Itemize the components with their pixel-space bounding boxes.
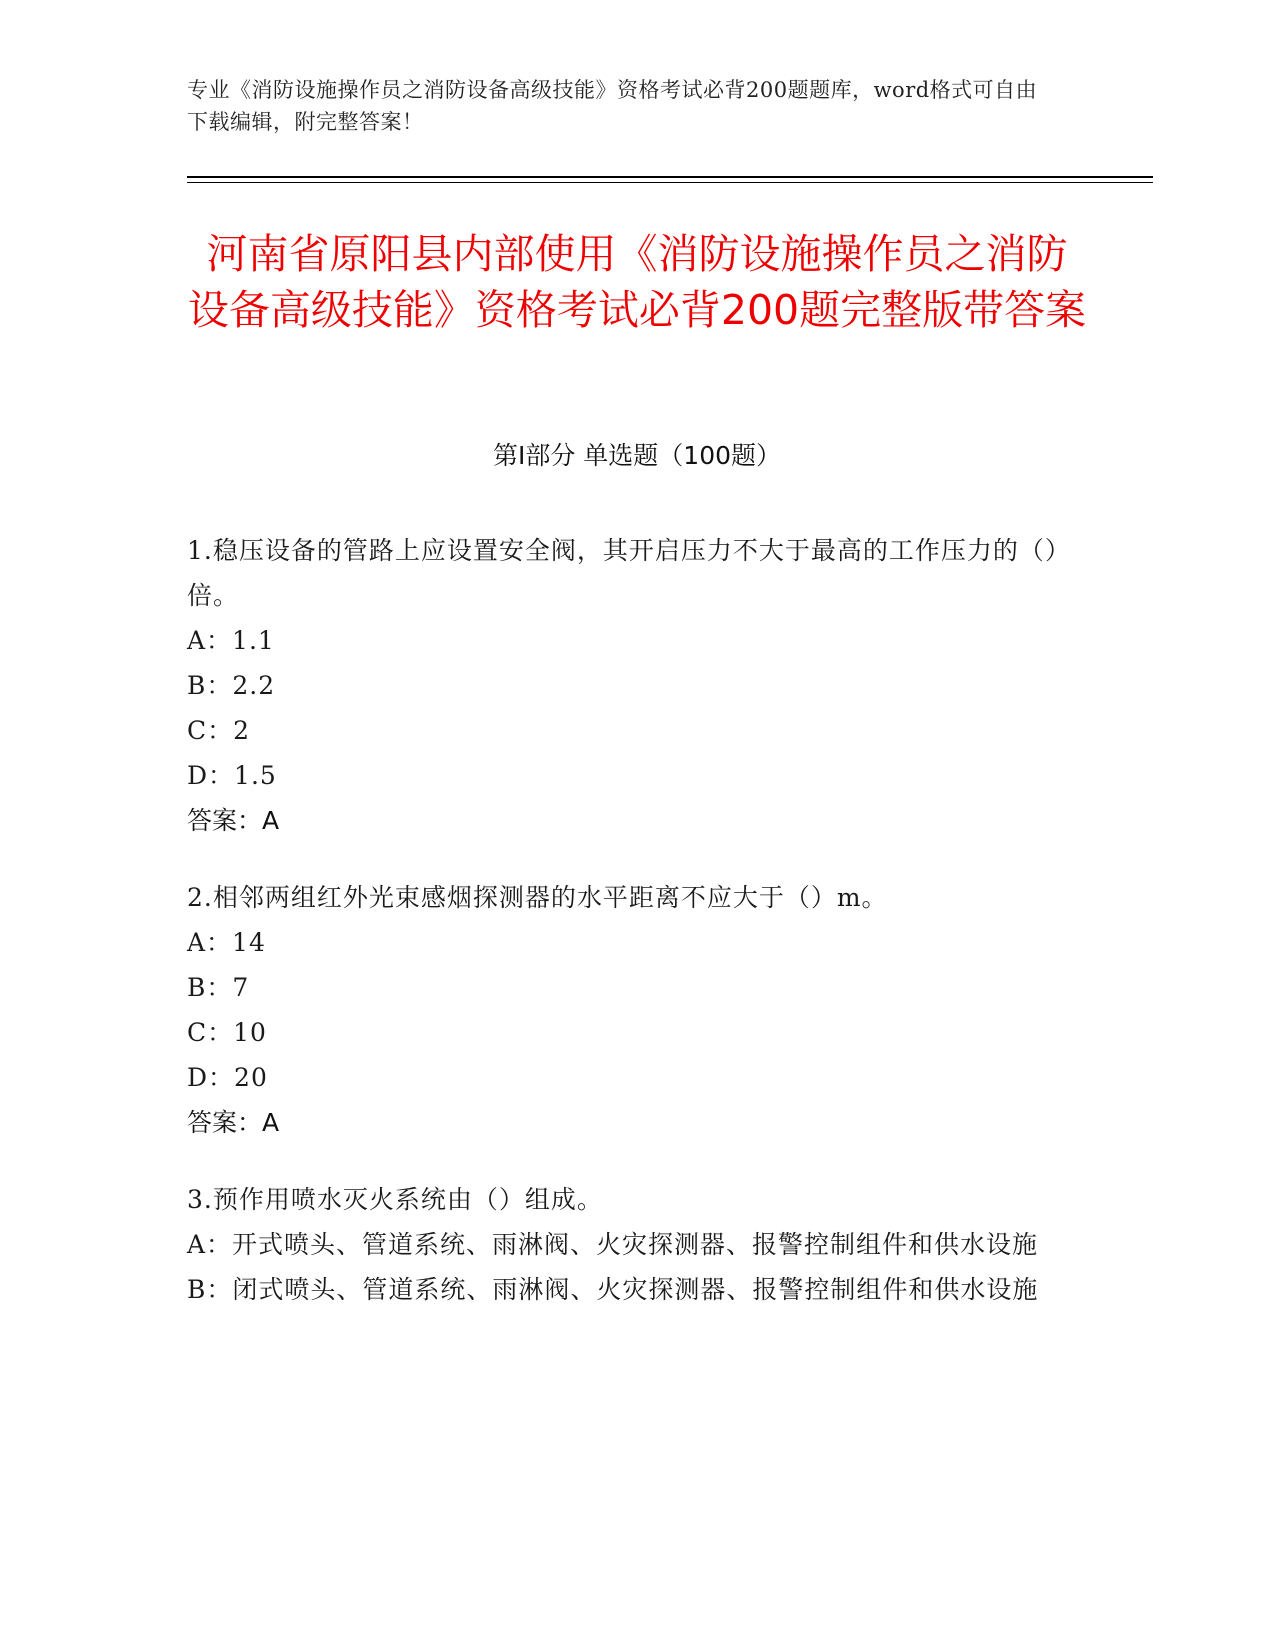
question-list [187,528,1077,1344]
option-b: B：2.2 [187,671,276,700]
question-stem: 1.稳压设备的管路上应设置安全阀，其开启压力不大于最高的工作压力的（）倍。 [187,536,1071,610]
option-d: D：20 [187,1063,268,1092]
header-rule-thick [187,176,1153,178]
question-2 [187,875,1077,1145]
option-b: B：闭式喷头、管道系统、雨淋阀、火灾探测器、报警控制组件和供水设施 [187,1275,1039,1304]
option-a: A：14 [187,928,266,957]
option-a: A：开式喷头、管道系统、雨淋阀、火灾探测器、报警控制组件和供水设施 [187,1230,1039,1259]
option-c: C：10 [187,1018,267,1047]
option-a: A：1.1 [187,626,275,655]
answer-line: 答案：A [187,806,280,835]
section-heading: 第Ⅰ部分 单选题（100题） [492,441,782,470]
question-stem: 2.相邻两组红外光束感烟探测器的水平距离不应大于（）m。 [187,883,888,912]
answer-line: 答案：A [187,1108,280,1137]
question-3 [187,1177,1077,1312]
document-title: 河南省原阳县内部使用《消防设施操作员之消防设备高级技能》资格考试必背200题完整版带答案 [187,230,1087,334]
question-stem: 3.预作用喷水灭火系统由（）组成。 [187,1185,603,1214]
option-d: D：1.5 [187,761,277,790]
header-rule-thin [187,182,1153,183]
header-note: 专业《消防设施操作员之消防设备高级技能》资格考试必背200题题库，word格式可自由下载编辑，附完整答案！ [187,78,1038,134]
question-1 [187,528,1077,843]
option-b: B：7 [187,973,250,1002]
option-c: C：2 [187,716,251,745]
